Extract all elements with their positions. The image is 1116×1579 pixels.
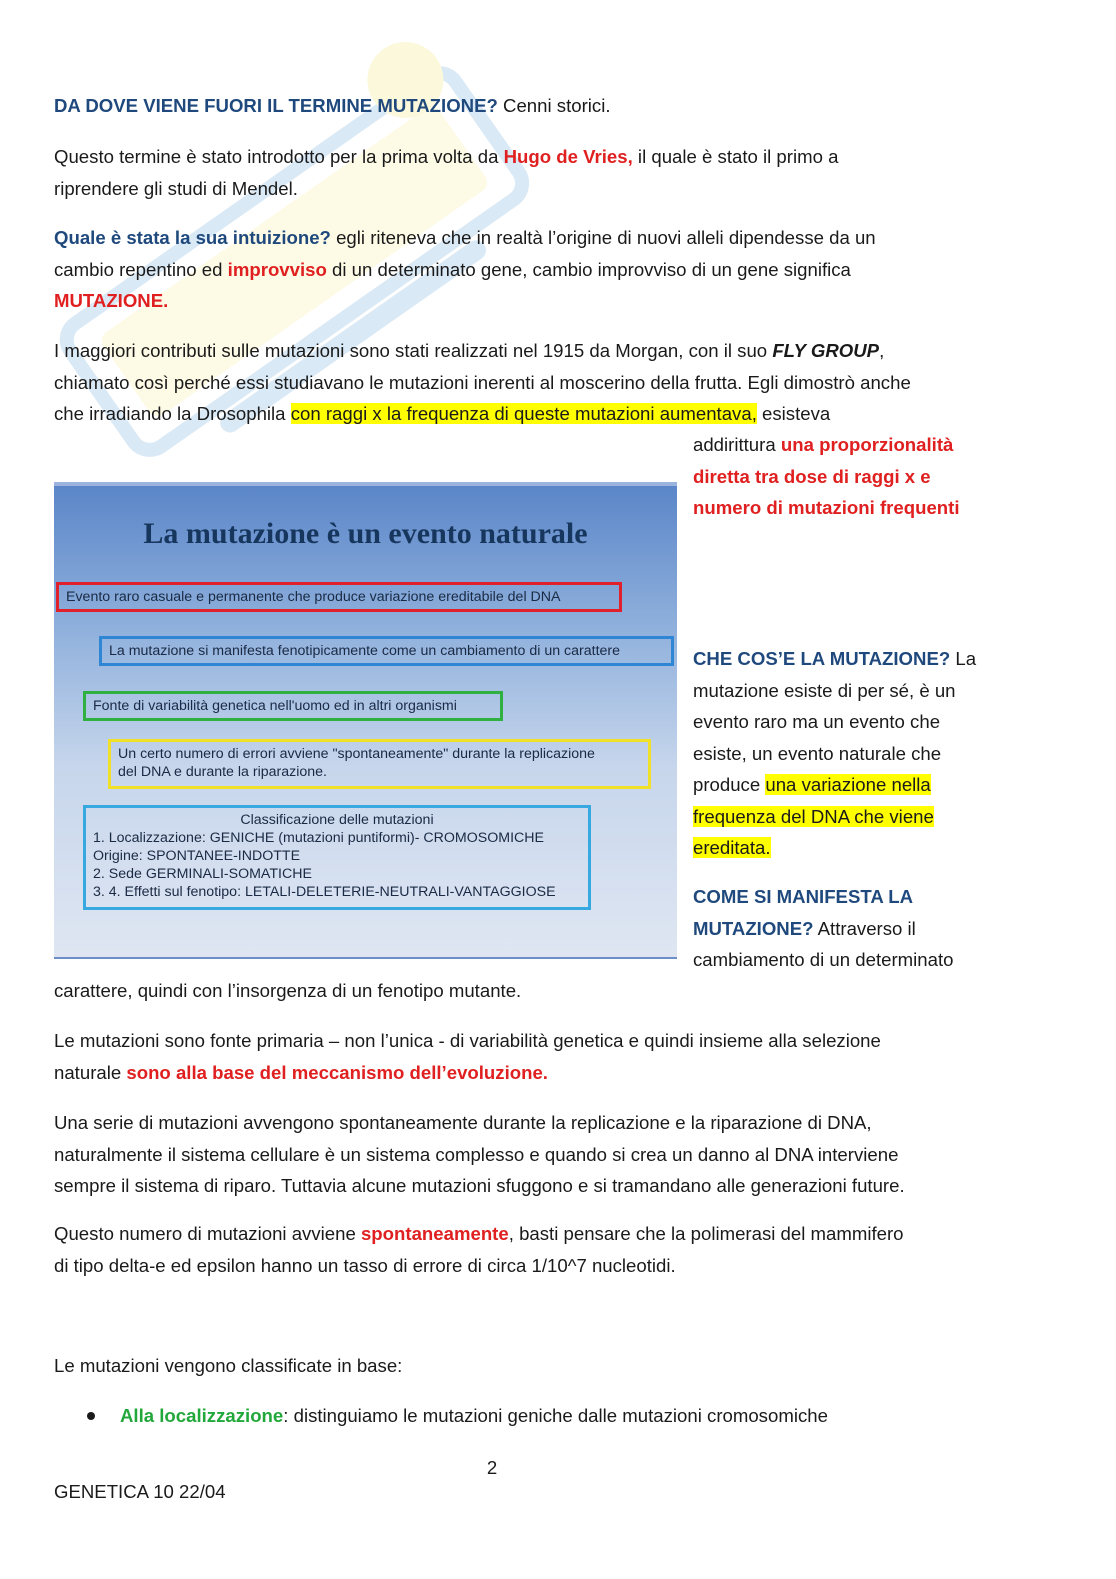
page-number: 2	[486, 1457, 498, 1478]
paragraph-1: Questo termine è stato introdotto per la prima volta da Hugo de Vries, il quale è stato il primo a riprendere gli studi di Mendel.	[54, 146, 839, 199]
list-item: Alla localizzazione: distinguiamo le mutazioni geniche dalle mutazioni cromosomiche	[54, 1400, 1014, 1432]
paragraph-3: I maggiori contributi sulle mutazioni sono stati realizzati nel 1915 da Morgan, con il suo FLY GROUP, chiamato così perché essi studiavano le mutazioni inerenti al moscerino della frutta. Egli dimostrò anche che irradiando la Drosophila con raggi x la frequenza di queste mutazioni aumentava, esisteva	[54, 340, 911, 424]
heading-question: DA DOVE VIENE FUORI IL TERMINE MUTAZIONE?	[54, 95, 498, 116]
classification-list	[54, 1400, 1014, 1432]
slide-title: La mutazione è un evento naturale	[143, 517, 588, 550]
side-definition: CHE COS’E LA MUTAZIONE? La mutazione esiste di per sé, è un evento raro ma un evento che esiste, un evento naturale che produce una variazione nella frequenza del DNA che viene ereditata.	[693, 648, 977, 858]
slide-image	[54, 482, 677, 959]
footer-label: GENETICA 10 22/04	[54, 1481, 226, 1502]
slide-box-spontaneous: Un certo numero di errori avviene "spontaneamente" durante la replicazione del DNA e durante la riparazione.	[108, 739, 651, 789]
paragraph-6: Una serie di mutazioni avvengono spontaneamente durante la replicazione e la riparazione di DNA, naturalmente il sistema cellulare è un sistema complesso e quando si crea un danno al DNA interviene sempre il sistema di riparo. Tuttavia alcune mutazioni sfuggono e si tramandano alle generazioni future.	[54, 1112, 905, 1196]
side-proportion: addirittura una proporzionalità diretta tra dose di raggi x e numero di mutazioni frequenti	[693, 434, 960, 518]
paragraph-7: Questo numero di mutazioni avviene spontaneamente, basti pensare che la polimerasi del mammifero di tipo delta-e ed epsilon hanno un tasso di errore di circa 1/10^7 nucleotidi.	[54, 1223, 904, 1276]
paragraph-2: Quale è stata la sua intuizione? egli riteneva che in realtà l’origine di nuovi alleli dipendesse da un cambio repentino ed improvviso di un determinato gene, cambio improvviso di un gene significa MUTAZIONE.	[54, 227, 876, 311]
side-column	[693, 429, 1003, 524]
side-manifestation: COME SI MANIFESTA LA MUTAZIONE? Attraverso il cambiamento di un determinato	[693, 886, 954, 970]
bullet-icon	[87, 1412, 95, 1420]
slide-box-classification: Classificazione delle mutazioni 1. Localizzazione: GENICHE (mutazioni puntiformi)- CROMOSOMICHE Origine: SPONTANEE-INDOTTE 2. Sede GERMINALI-SOMATICHE 3. 4. Effetti sul fenotipo: LETALI-DELETERIE-NEUTRALI-VANTAGGIOSE	[83, 805, 591, 910]
paragraph-8: Le mutazioni vengono classificate in base:	[54, 1355, 403, 1376]
heading-line: DA DOVE VIENE FUORI IL TERMINE MUTAZIONE? Cenni storici.	[54, 95, 611, 116]
slide-box-variability: Fonte di variabilità genetica nell'uomo ed in altri organismi	[83, 691, 503, 721]
slide-box-definition: Evento raro casuale e permanente che produce variazione ereditabile del DNA	[56, 582, 622, 612]
slide-box-phenotype: La mutazione si manifesta fenotipicamente come un cambiamento di un carattere	[99, 636, 674, 666]
paragraph-4: carattere, quindi con l’insorgenza di un fenotipo mutante.	[54, 980, 522, 1001]
paragraph-5: Le mutazioni sono fonte primaria – non l’unica - di variabilità genetica e quindi insieme alla selezione naturale sono alla base del meccanismo dell’evoluzione.	[54, 1030, 881, 1083]
